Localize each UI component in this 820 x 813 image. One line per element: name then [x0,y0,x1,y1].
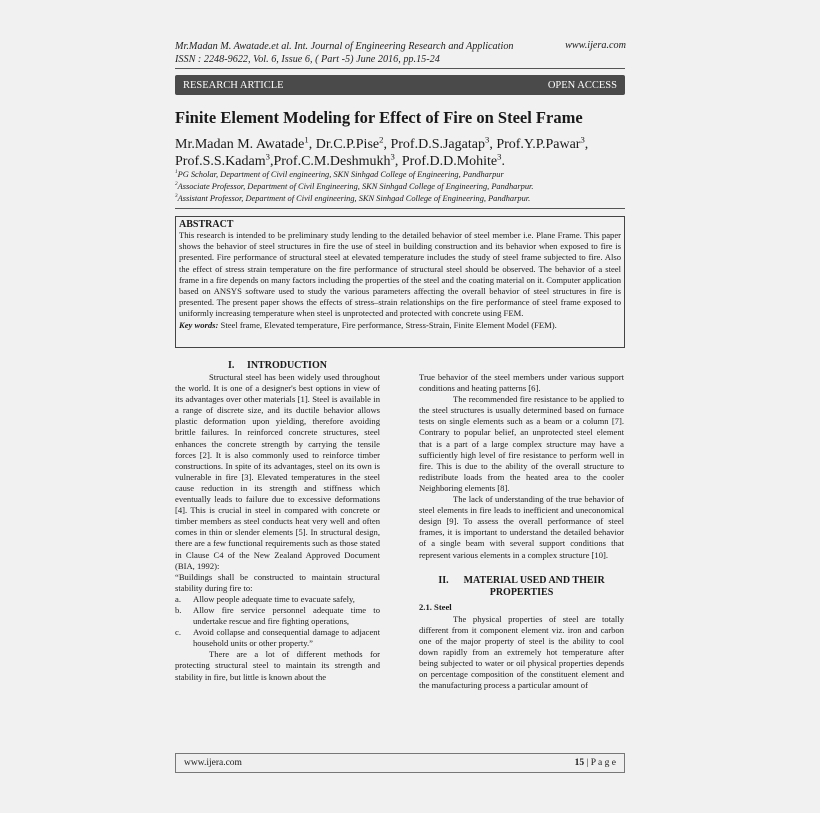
right-column [419,372,624,691]
affiliation-number: 1 [175,169,178,176]
affiliation-2 [175,181,635,192]
section-heading-introduction [175,360,380,372]
journal-citation [175,40,514,53]
section-number: II. [438,574,449,586]
journal-website[interactable]: www.ijera.com [565,40,626,51]
author-separator: . [501,154,505,169]
author-name: , Dr.C.P.Pise [308,137,380,152]
list-text: Allow fire service personnel adequate time to undertake rescue and fire fighting operations, [193,604,380,627]
author-affil-marker: 3 [265,151,270,162]
list-item [175,594,380,605]
intro-paragraph: There are a lot of different methods for protecting structural steel to maintain its strength and stability in fire, but little is known about the [175,649,380,682]
author-affil-marker: 3 [497,151,502,162]
journal-line: Mr.Madan M. Awatade.et al. Int. Journal of Engineering Research and Application [175,41,514,52]
keywords-label: Key words: [179,319,219,330]
quote-intro: “Buildings shall be constructed to maintain structural stability during fire to: [175,571,380,593]
affiliation-1 [175,169,635,180]
header-divider [175,68,625,69]
abstract-box [175,216,625,348]
author-name: Prof.S.S.Kadam [175,154,266,169]
page-label: | P a g e [586,758,616,768]
section-title: MATERIAL USED AND THEIR PROPERTIES [463,574,605,598]
affiliation-3 [175,193,635,204]
subsection-heading-steel: 2.1. Steel [419,601,452,612]
paper-title: Finite Element Modeling for Effect of Fire on Steel Frame [175,108,583,127]
page-footer [175,753,625,773]
section-heading-materials [419,575,624,599]
author-separator: , [584,137,589,152]
author-name: ,Prof.C.M.Deshmukh [269,154,391,169]
list-item [175,605,380,627]
affiliation-divider [175,208,625,209]
keywords-line [179,320,621,331]
article-type-banner [175,75,625,95]
body-paragraph: True behavior of the steel members under various support conditions and heating patterns [6]. [419,372,624,394]
author-affil-marker: 3 [484,134,490,145]
open-access-label: OPEN ACCESS [547,79,617,91]
affiliation-text: Associate Professor, Department of Civil Engineering, SKN Sinhgad College of Engineering, Pandharpur. [177,182,534,191]
intro-paragraph: Structural steel has been widely used throughout the world. It is one of a designer's best options in view of its advantages over other materials [1]. Steel is available in a range of discrete size, and its ductile behavior allows plastic deformation upon yielding, therefore avoiding brittle failures. In reinforced concrete structures, steel enhances the concrete strength by carrying the tensile forces [2]. It is also commonly used to reinforce timber constructions. In spite of its advantages, steel on its own is vulnerable in fire [3]. Elevated temperatures in the steel cause reduction in its strength and stiffness which eventually leads to failure due to excessive deformations [4]. This is crucial in steel in compared with concrete or timber members as steel conducts heat very well and often comes in thin or slender elements [5]. In structural design, there are a few functional requirements such as those stated in Clause C4 of the New Zealand Approved Document (BIA, 1992): [175,372,380,571]
issn-line: ISSN : 2248-9622, Vol. 6, Issue 6, ( Part -5) June 2016, pp.15-24 [175,54,440,65]
affiliation-number: 2 [175,181,178,188]
research-article-label: RESEARCH ARTICLE [183,79,284,91]
section-number: I. [228,360,235,371]
author-name: Mr.Madan M. Awatade [175,137,305,152]
list-text: Avoid collapse and consequential damage to adjacent household units or other property.” [193,627,380,649]
abstract-body: This research is intended to be preliminary study lending to the detailed behavior of steel member i.e. Plane Frame. This paper shows the behavior of steel structures in fire the use of steel in building construction and its behavior when exposed to fire is presented. Fire performance of structural steel at elevated temperature includes the study of steel frame subjected to fire. Also the effect of stress strain temperature on the fire performance of structural steel should be observed. The behavior of a steel frame in a fire depends on many factors including the properties of the steel and the coating material on it. Computer application based on ANSYS software used to study the various parameters affecting the overall behavior of steel structures in fire is presented. The present paper shows the effects of stress–strain relationships on the fire performance of steel frame exposed to uniformly increasing temperature when steel is unprotected and protected with concrete using FEM. [179,230,621,319]
list-text: Allow people adequate time to evacuate safely, [193,593,355,604]
page-number [575,758,616,768]
body-paragraph: The recommended fire resistance to be applied to the steel structures is usually determined based on furnace tests on single elements such as a beam or a column [7]. Contrary to popular belief, an unprotected steel element that is a part of a large complex structure may have a sufficiently high level of fire resistance to perform well in fire. This is due to the ability of the overall structure to redistribute loads from the heated area to the cooler Neighboring elements [8]. [419,394,624,493]
body-paragraph: The physical properties of steel are totally different from it component element viz. iron and carbon one of the major property of steel is the ability to cool down rapidly from an extremely hot temperature after being subjected to water or oil physical properties depends on percentage composition of the constituent element and the manufacturing process a particular amount of [419,613,624,691]
footer-website[interactable]: www.ijera.com [184,758,242,768]
affiliation-text: Assistant Professor, Department of Civil engineering, SKN Sinhgad College of Engineering, Pandharpur. [177,194,531,203]
author-name: , Prof.D.D.Mohite [394,154,498,169]
author-name: , Prof.Y.P.Pawar [489,137,581,152]
author-affil-marker: 1 [304,134,309,145]
author-list [175,136,625,170]
section-title: INTRODUCTION [246,360,327,371]
author-affil-marker: 3 [390,151,395,162]
list-marker: a. [175,593,181,604]
abstract-heading: ABSTRACT [179,219,234,230]
list-marker: b. [175,604,182,615]
page-number-value: 15 [574,758,585,768]
left-column [175,360,380,683]
author-name: , Prof.D.S.Jagatap [383,137,485,152]
body-paragraph: The lack of understanding of the true behavior of steel elements in fire leads to inefficient and uneconomical design [9]. To assess the overall performance of steel frames, it is important to understand the detailed behavior of a single beam with several support conditions that represent various elements in a complex structure [10]. [419,494,624,560]
keywords-text: Steel frame, Elevated temperature, Fire performance, Stress-Strain, Finite Element Model (FEM). [218,319,557,330]
affiliation-number: 3 [175,193,178,200]
author-affil-marker: 3 [580,134,585,145]
author-affil-marker: 2 [379,134,384,145]
list-item [175,627,380,649]
list-marker: c. [175,627,181,638]
affiliation-text: PG Scholar, Department of Civil engineering, SKN Sinhgad College of Engineering, Pandharpur [177,170,504,179]
